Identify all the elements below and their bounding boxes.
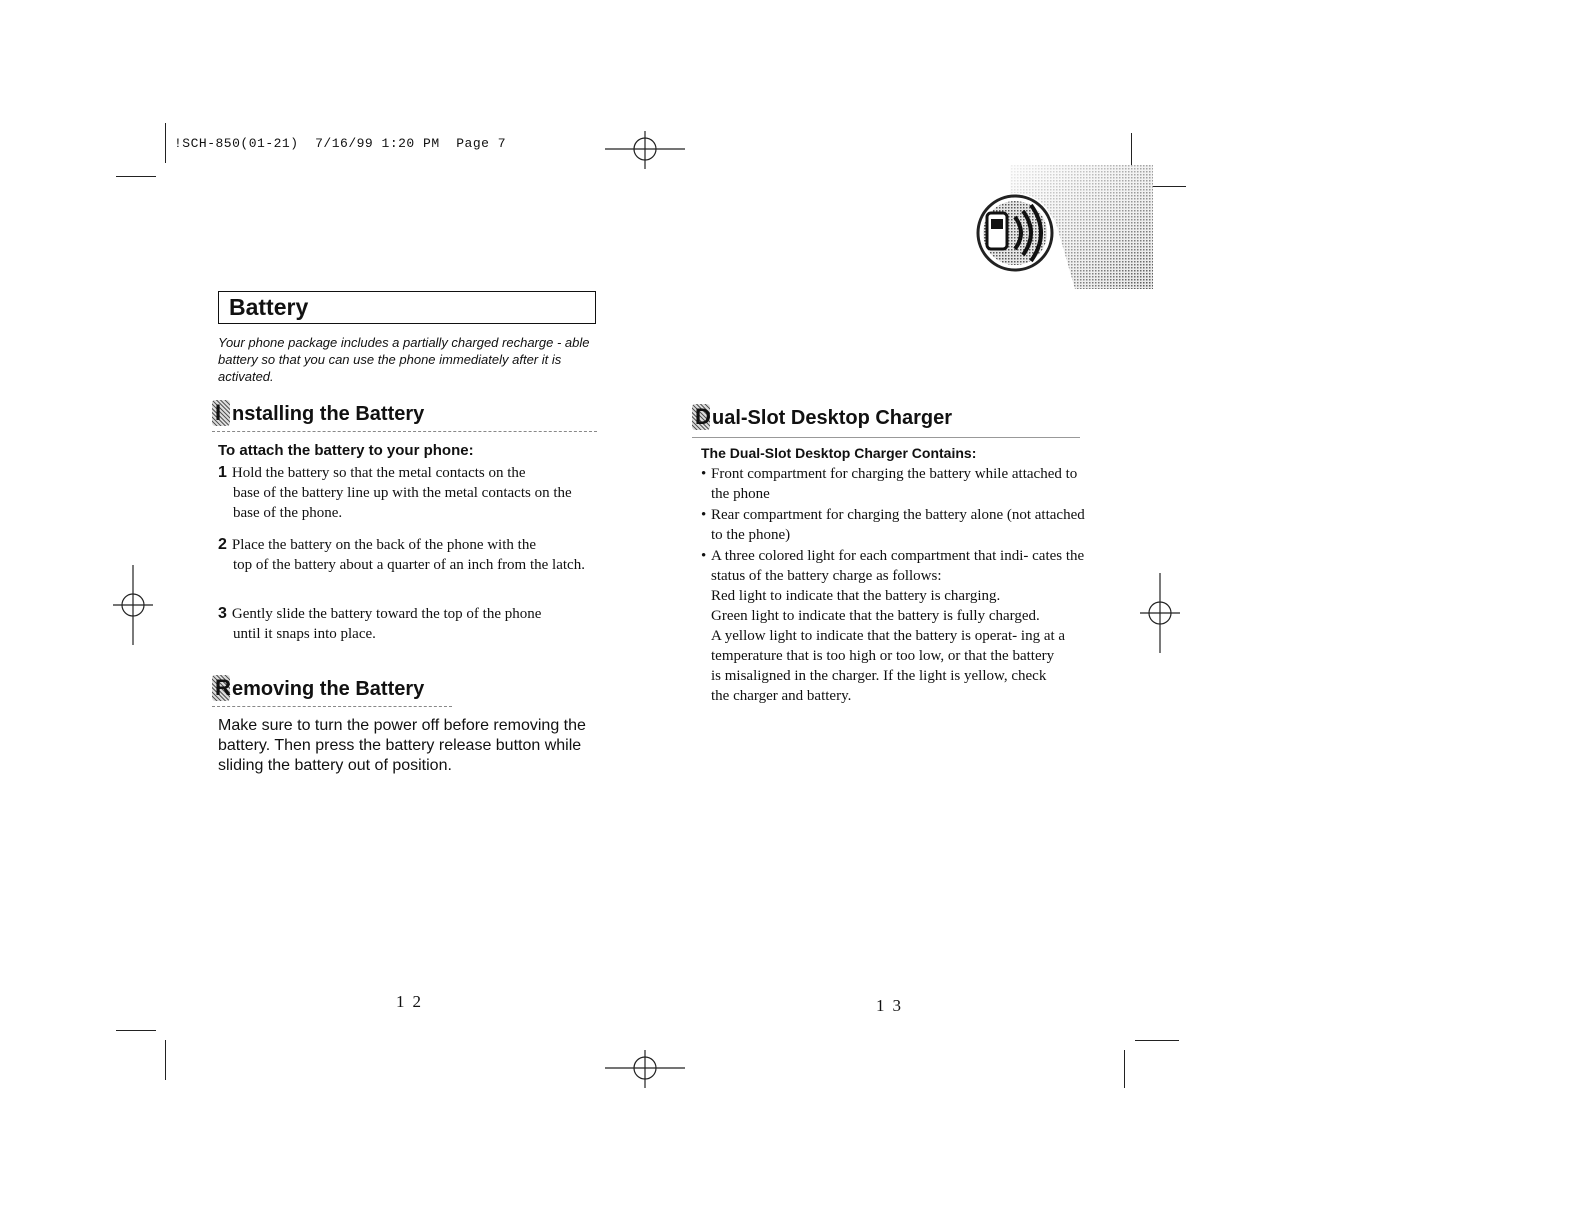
- crop-mark: [1135, 1040, 1179, 1041]
- list-item: • Front compartment for charging the battery while attached to the phone: [701, 466, 1078, 502]
- drop-cap: R: [212, 675, 230, 701]
- page-number: 13: [876, 996, 909, 1015]
- crop-mark: [1124, 1050, 1125, 1088]
- step-item: 2 Place the battery on the back of the phone with the top of the battery about a quarter of an inch from the latch.: [218, 536, 585, 573]
- step-item: 3 Gently slide the battery toward the top of the phone until it snaps into place.: [218, 605, 542, 642]
- step-item: 1 Hold the battery so that the metal contacts on the base of the battery line up with the metal contacts on the base of the phone.: [218, 464, 572, 521]
- status-line: Green light to indicate that the battery is fully charged.: [711, 608, 1040, 624]
- drop-cap: D: [692, 404, 710, 430]
- removing-heading: [212, 675, 424, 701]
- battery-title-box: [218, 291, 596, 324]
- page-number: 12: [396, 992, 429, 1011]
- list-item: • Rear compartment for charging the battery alone (not attached to the phone): [701, 507, 1085, 543]
- installing-heading: [212, 400, 424, 426]
- charger-subheading: The Dual-Slot Desktop Charger Contains:: [701, 445, 977, 461]
- phone-sound-icon: [975, 165, 1153, 289]
- print-slug: !SCH-850(01-21) 7/16/99 1:20 PM Page 7: [174, 136, 507, 151]
- heading-text: ual-Slot Desktop Charger: [712, 407, 953, 429]
- crop-mark: [116, 176, 156, 177]
- status-line: Red light to indicate that the battery is charging.: [711, 588, 1001, 604]
- drop-cap: I: [212, 400, 230, 426]
- registration-mark-icon: [93, 565, 173, 645]
- installing-subheading: To attach the battery to your phone:: [218, 442, 474, 459]
- divider: [212, 431, 597, 432]
- status-line: A yellow light to indicate that the battery is operat- ing at a temperature that is too high or too low, or that the battery is misaligned in the charger. If the light is yellow, check the charger and battery.: [711, 628, 1066, 704]
- heading-text: emoving the Battery: [232, 678, 425, 700]
- registration-mark-icon: [1120, 573, 1200, 653]
- charger-list: [701, 464, 1086, 706]
- divider: [212, 706, 452, 707]
- crop-mark: [116, 1030, 156, 1031]
- heading-text: nstalling the Battery: [232, 403, 425, 425]
- charger-heading: [692, 404, 952, 430]
- divider: [692, 437, 1080, 438]
- list-item: • A three colored light for each compartment that indi- cates the status of the battery charge as follows:: [701, 548, 1085, 584]
- crop-mark: [165, 123, 166, 163]
- intro-paragraph: Your phone package includes a partially charged recharge - able battery so that you can use the phone immediately after it is activated.: [218, 335, 590, 384]
- crop-mark: [165, 1040, 166, 1080]
- page-title: Battery: [229, 294, 309, 320]
- registration-mark-icon: [605, 1028, 685, 1108]
- registration-mark-icon: [605, 109, 685, 189]
- removing-body: Make sure to turn the power off before removing the battery. Then press the battery release button while sliding the battery out of position.: [218, 717, 586, 774]
